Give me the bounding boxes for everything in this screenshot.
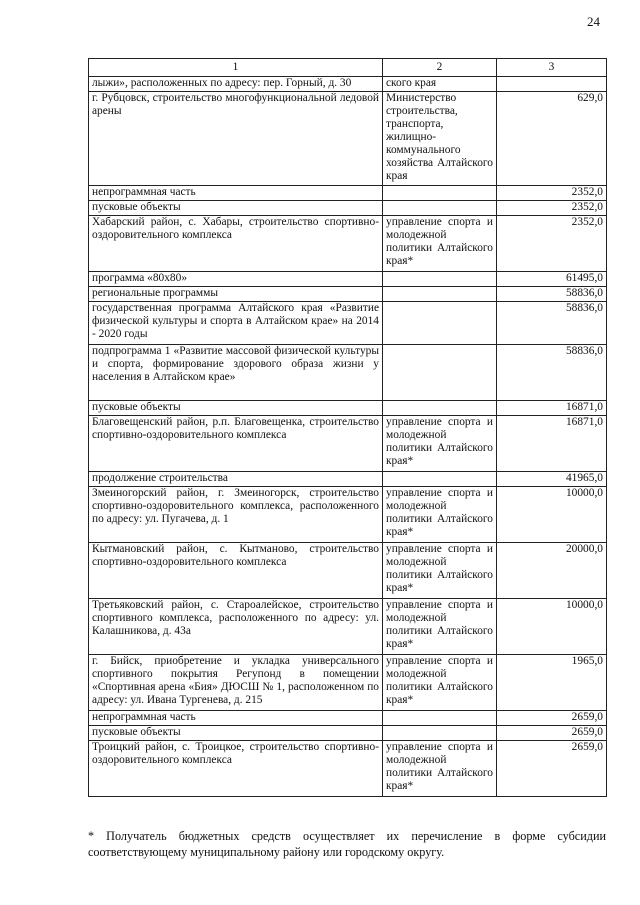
row-recipient [383,287,497,302]
column-header: 3 [497,59,607,77]
row-recipient [383,401,497,416]
row-description: программа «80х80» [89,272,383,287]
row-amount: 61495,0 [497,272,607,287]
row-description: Благовещенский район, р.п. Благовещенка, строительство спортивно-оздоровительного комплекса [89,416,383,472]
row-amount: 58836,0 [497,302,607,345]
row-recipient [383,186,497,201]
row-amount: 58836,0 [497,345,607,401]
row-amount: 2659,0 [497,726,607,741]
footnote: * Получатель бюджетных средств осуществляет их перечисление в форме субсидии соответствующему муниципальному району или городскому округу. [88,829,606,859]
row-description: непрограммная часть [89,186,383,201]
row-amount: 1965,0 [497,655,607,711]
row-description: подпрограмма 1 «Развитие массовой физической культуры и спорта, формирование здорового образа жизни у населения в Алтайском крае» [89,345,383,401]
row-amount: 16871,0 [497,416,607,472]
table-row [89,272,607,287]
row-description: Третьяковский район, с. Староалейское, строительство спортивного комплекса, расположенного по адресу: ул. Калашникова, д. 43а [89,599,383,655]
row-description: региональные программы [89,287,383,302]
row-recipient: управление спорта и молодежной политики Алтайского края* [383,416,497,472]
row-amount: 58836,0 [497,287,607,302]
table-row [89,487,607,543]
row-description: Хабарский район, с. Хабары, строительство спортивно-оздоровительного комплекса [89,216,383,272]
row-recipient: управление спорта и молодежной политики Алтайского края* [383,741,497,797]
table-row [89,216,607,272]
table-row [89,92,607,186]
row-recipient [383,302,497,345]
row-description: Змеиногорский район, г. Змеиногорск, строительство спортивно-оздоровительного комплекса, расположенного по адресу: ул. Пугачева, д. 1 [89,487,383,543]
column-header: 2 [383,59,497,77]
row-recipient: управление спорта и молодежной политики Алтайского края* [383,216,497,272]
table-header-row [89,59,607,77]
row-description: пусковые объекты [89,201,383,216]
row-description: Троицкий район, с. Троицкое, строительство спортивно-оздоровительного комплекса [89,741,383,797]
table-row [89,599,607,655]
budget-table [88,58,607,797]
row-recipient [383,726,497,741]
table-row [89,201,607,216]
table-row [89,741,607,797]
table-row [89,416,607,472]
table-row [89,472,607,487]
row-recipient: управление спорта и молодежной политики Алтайского края* [383,599,497,655]
row-recipient [383,711,497,726]
row-description: пусковые объекты [89,726,383,741]
row-amount: 10000,0 [497,599,607,655]
row-recipient [383,345,497,401]
row-recipient: управление спорта и молодежной политики Алтайского края* [383,543,497,599]
table-row [89,655,607,711]
row-recipient [383,472,497,487]
table-row [89,726,607,741]
row-amount [497,77,607,92]
row-amount: 10000,0 [497,487,607,543]
row-description: г. Бийск, приобретение и укладка универсального спортивного покрытия Регупонд в помещении «Спортивная арена «Бия» ДЮСШ № 1, расположенном по адресу: ул. Ивана Тургенева, д. 215 [89,655,383,711]
row-description: продолжение строительства [89,472,383,487]
row-description: государственная программа Алтайского края «Развитие физической культуры и спорта в Алтайском крае» на 2014 - 2020 годы [89,302,383,345]
row-amount: 41965,0 [497,472,607,487]
row-recipient [383,272,497,287]
table-row [89,345,607,401]
row-amount: 16871,0 [497,401,607,416]
row-description: г. Рубцовск, строительство многофункциональной ледовой арены [89,92,383,186]
table-row [89,401,607,416]
table-row [89,543,607,599]
page-number: 24 [587,14,600,29]
row-amount: 2659,0 [497,711,607,726]
row-recipient [383,201,497,216]
row-recipient: управление спорта и молодежной политики Алтайского края* [383,487,497,543]
table-row [89,302,607,345]
table-body [89,77,607,797]
row-amount: 20000,0 [497,543,607,599]
row-amount: 629,0 [497,92,607,186]
row-description: Кытмановский район, с. Кытманово, строительство спортивно-оздоровительного комплекса [89,543,383,599]
row-amount: 2352,0 [497,186,607,201]
row-amount: 2352,0 [497,201,607,216]
row-recipient: Министерство строительства, транспорта, жилищно-коммунального хозяйства Алтайского края [383,92,497,186]
row-amount: 2659,0 [497,741,607,797]
row-recipient: управление спорта и молодежной политики Алтайского края* [383,655,497,711]
column-header: 1 [89,59,383,77]
table-row [89,186,607,201]
row-description: непрограммная часть [89,711,383,726]
table-row [89,287,607,302]
row-description: пусковые объекты [89,401,383,416]
table-row [89,711,607,726]
row-amount: 2352,0 [497,216,607,272]
table-row [89,77,607,92]
row-description: лыжи», расположенных по адресу: пер. Горный, д. 30 [89,77,383,92]
row-recipient: ского края [383,77,497,92]
